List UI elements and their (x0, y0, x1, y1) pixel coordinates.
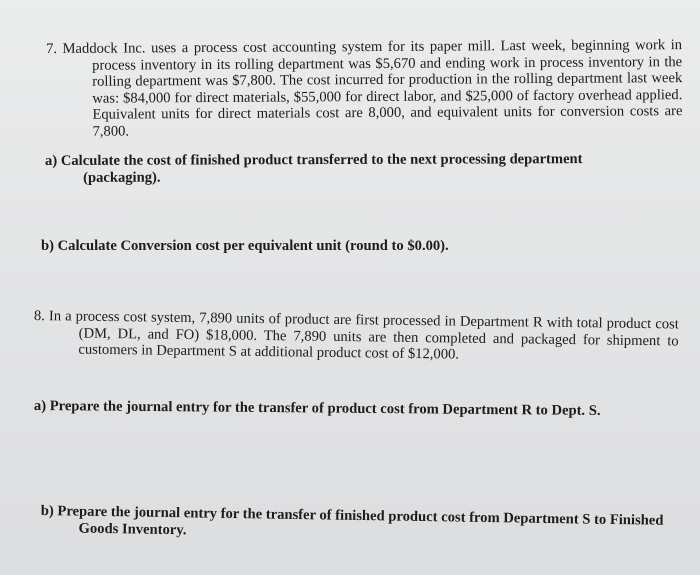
question-8 (33, 308, 679, 366)
question-8-part-b-text: b) Prepare the journal entry for the transfer of finished product cost from Department S to Finished Goods Inventory. (40, 503, 664, 538)
question-7-part-b (41, 238, 681, 255)
question-7 (46, 37, 683, 140)
question-8-text: 8. In a process cost system, 7,890 units of product are first processed in Department R with total product cost (DM, DL, and FO) $18,000. The 7,890 units are then completed and packaged for shipment to customers in Department S at additional product cost of $12,000. (33, 308, 679, 363)
question-8-part-a-text: a) Prepare the journal entry for the transfer of product cost from Department R to Dept. S. (33, 398, 601, 419)
question-8-part-b (40, 503, 680, 546)
question-7-text: 7. Maddock Inc. uses a process cost accounting system for its paper mill. Last week, beginning work in process inventory in its rolling department was $5,670 and ending work in process inventory in the rolling department was $7,800. The cost incurred for production in the rolling department last week was: $84,000 for direct materials, $55,000 for direct labor, and $25,000 of factory overhead applied. Equivalent units for direct materials cost are 8,000, and equivalent units for conversion costs are 7,800. (46, 37, 683, 140)
question-7-part-a (45, 151, 645, 186)
question-7-part-b-text: b) Calculate Conversion cost per equivalent unit (round to $0.00). (41, 238, 449, 254)
question-7-part-a-text: a) Calculate the cost of finished product transferred to the next processing department (packaging). (45, 151, 583, 186)
question-8-part-a (34, 398, 674, 420)
